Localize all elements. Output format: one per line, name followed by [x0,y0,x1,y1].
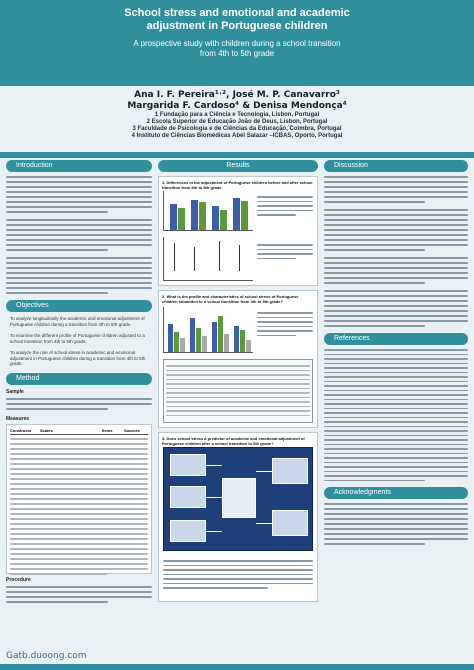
diagram-box [222,478,256,518]
method-heading: Method [6,373,152,385]
path-diagram [163,447,313,551]
intro-paragraph-2 [6,219,152,251]
author-line-1: Ana I. F. Pereira¹˒², José M. P. Canavarro³ [134,90,340,100]
poster-header [0,0,474,86]
results-note-3 [257,309,313,336]
chart-bar [233,198,240,230]
diagram-arrow [256,523,272,524]
measures-table [6,424,152,574]
objectives-list [6,316,152,367]
error-bar [174,243,175,271]
discussion-paragraph-4 [324,290,468,327]
right-column [324,160,468,551]
error-bar [219,241,220,271]
chart-bar [191,200,198,230]
left-column [6,160,152,609]
acknowledgments-text [324,503,468,545]
header-divider [0,152,474,158]
measures-table-header [10,428,148,435]
results-block-2 [158,290,318,428]
author-line-2: Margarida F. Cardoso⁴ & Denisa Mendonça⁴ [127,101,347,111]
diagram-arrow [256,471,272,472]
bar-chart-1 [163,191,253,231]
discussion-paragraph-2 [324,209,468,251]
diagram-arrow [206,465,222,466]
objective-1: To analyze longitudinally the academic and emotional adjustment of Portuguese children during a transition from 4th to 5th grade. [10,316,145,327]
diagram-arrow [206,497,222,498]
diagram-arrow [206,531,222,532]
acknowledgments-heading: Acknowledgments [324,487,468,499]
poster-title [0,0,474,33]
discussion-heading: Discussion [324,160,468,172]
footer-band [0,664,474,670]
results-heading: Results [158,160,318,172]
affiliation-1: 1 Fundação para a Ciência e Tecnologia, Lisbon, Portugal [154,112,320,118]
chart-bar [202,336,207,352]
results-question-1: 1. Differences in the adjustment of Portuguese children before and after school transition from 4th to 5th grade [162,180,313,190]
center-column [158,160,318,602]
chart-bar [212,322,217,352]
measures-table-rows [10,438,148,575]
affiliation-3: 3 Faculdade de Psicologia e de Ciências da Educação, Coimbra, Portugal [132,126,342,132]
chart-bar [190,318,195,352]
results-note-4 [163,557,313,589]
col-sources: Sources [124,427,140,433]
subtitle-line-1: A prospective study with children during a school transition [133,39,341,48]
col-scales: Scales [40,427,53,433]
objectives-heading: Objectives [6,300,152,312]
chart-bar [170,204,177,230]
bar-chart-2 [163,307,253,353]
title-line-1: School stress and emotional and academic [124,7,350,19]
col-items: Items [102,427,113,433]
authors-block [0,86,474,152]
chart-bar [218,316,223,352]
intro-paragraph-3 [6,257,152,294]
author-names [0,90,474,112]
subtitle-line-2: from 4th to 5th grade [199,49,275,58]
results-note-1 [257,193,313,216]
chart-bar [246,340,251,352]
procedure-label: Procedure [6,576,31,583]
chart-bar [178,208,185,230]
diagram-box [272,458,308,484]
chart-bar [224,334,229,352]
diagram-box [170,454,206,476]
diagram-box [170,486,206,508]
introduction-heading: Introduction [6,160,152,172]
chart-bar [174,332,179,352]
error-bar [194,247,195,271]
col-constructs: Constructs [10,427,32,433]
chart-bar [220,210,227,230]
chart-bar [241,201,248,230]
watermark: Gatb.duoong.com [6,651,87,661]
objective-3: To analyze the role of school stress in academic and emotional adjustment in Portuguese children during a transition from 4th to 5th grade. [10,350,146,366]
diagram-box [170,520,206,542]
sample-label: Sample [6,388,24,395]
affiliation-4: 4 Instituto de Ciências Biomédicas Abel Salazar –ICBAS, Oporto, Portugal [131,133,343,139]
error-bar [239,245,240,271]
chart-bar [240,330,245,352]
discussion-paragraph-3 [324,257,468,284]
results-block-3 [158,432,318,602]
chart-bar [180,338,185,352]
sample-text [6,398,152,410]
measures-label: Measures [6,415,30,422]
procedure-text [6,586,152,603]
diagram-box [272,510,308,536]
chart-bar [168,324,173,352]
intro-paragraph-1 [6,176,152,213]
objective-2: To examine the different profile of Portuguese children adjusted to a school transition from 4th to 5th grade. [10,333,145,344]
title-line-2: adjustment in Portuguese children [146,20,328,32]
chart-bar [212,206,219,230]
discussion-paragraph-1 [324,176,468,203]
chart-bar [196,328,201,352]
chart-bar [199,202,206,230]
results-question-3: 3. Does school stress a predictor of academic and emotional adjustment of Portuguese children after a school transition to 5th grade? [162,436,305,446]
results-note-2 [257,241,313,259]
references-heading: References [324,333,468,345]
affiliation-2: 2 Escola Superior de Educação João de Deus, Lisbon, Portugal [146,119,328,125]
results-question-2: 2. What is the profile and characteristics of school stress of Portuguese children submitted to a school transition from 4th to 5th grade? [162,294,299,304]
chart-bar [234,326,239,352]
error-plot-1 [163,237,253,281]
references-list [324,349,468,481]
affiliations [0,112,474,140]
stress-items-table [163,359,313,423]
results-block-1 [158,176,318,286]
poster-subtitle [0,39,474,59]
